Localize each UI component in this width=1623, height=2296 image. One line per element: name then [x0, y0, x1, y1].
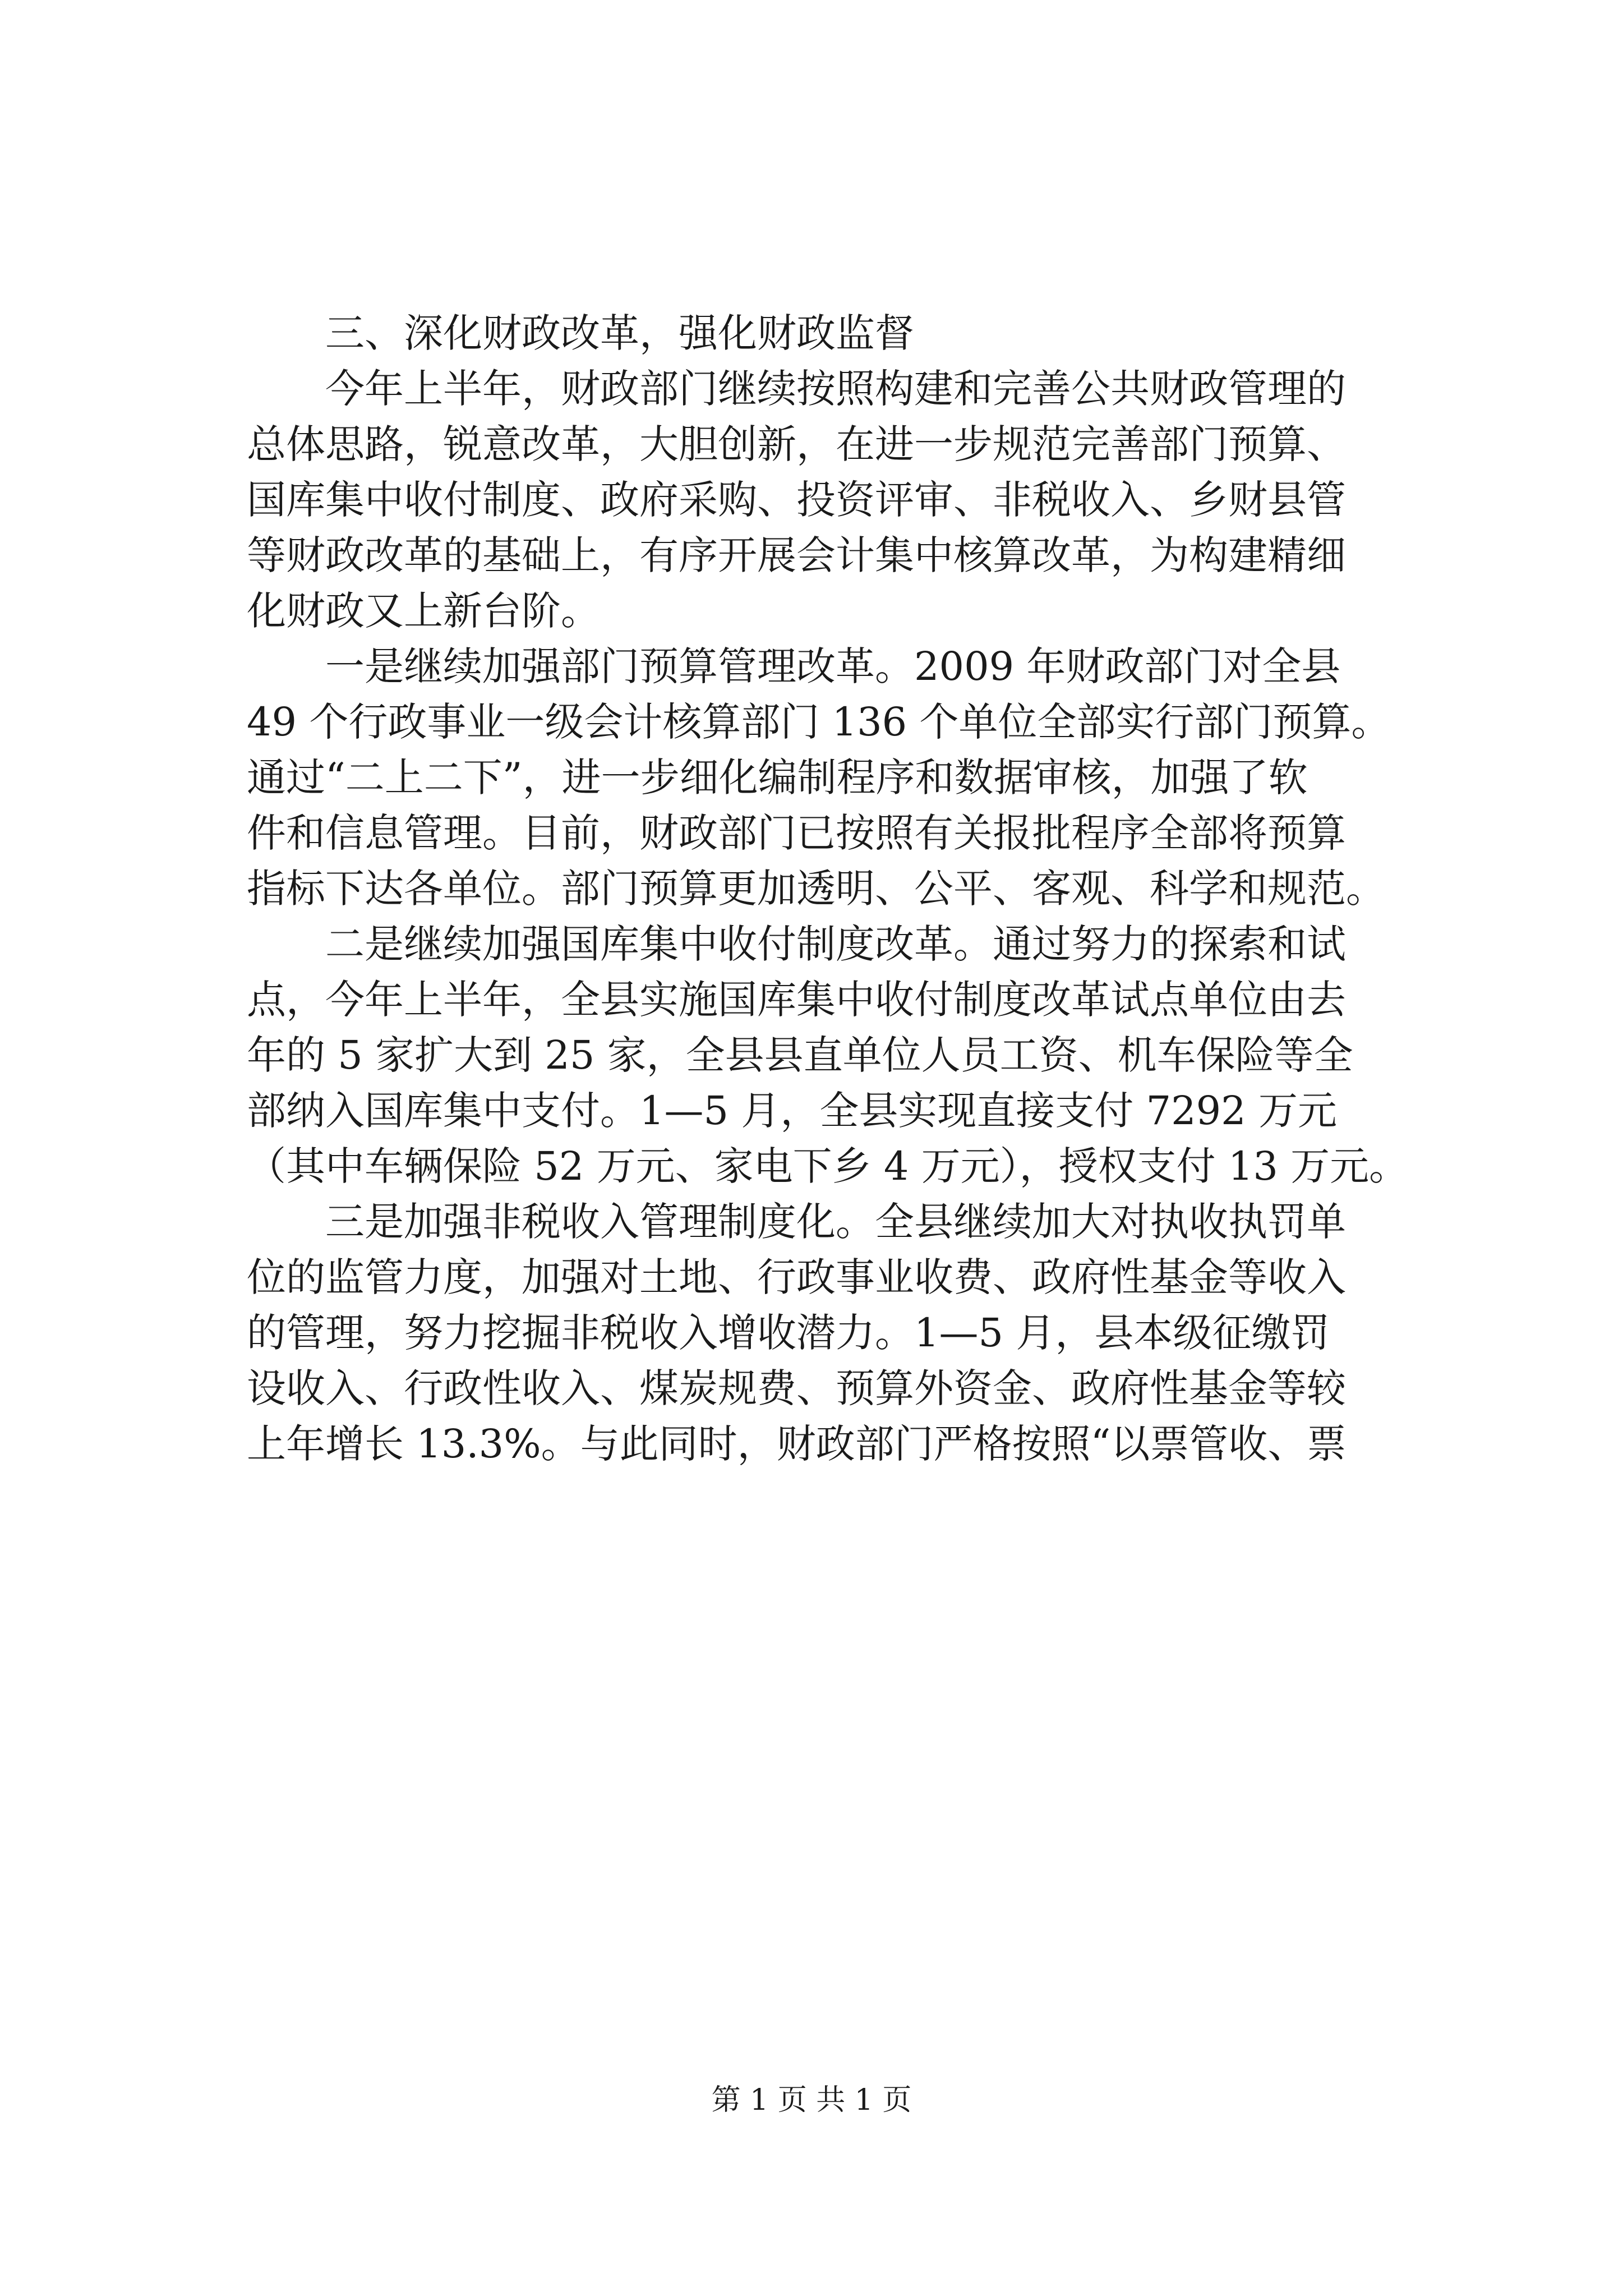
text-line: 的管理，努力挖掘非税收入增收潜力。1—5 月，县本级征缴罚: [247, 1310, 1330, 1356]
text-line: 国库集中收付制度、政府采购、投资评审、非税收入、乡财县管: [247, 477, 1346, 523]
text-line: 49 个行政事业一级会计核算部门 136 个单位全部实行部门预算。: [247, 699, 1391, 745]
text-line: 设收入、行政性收入、煤炭规费、预算外资金、政府性基金等较: [247, 1365, 1346, 1411]
document-body: [247, 306, 1424, 1472]
text-line: 点，今年上半年，全县实施国库集中收付制度改革试点单位由去: [247, 977, 1346, 1023]
text-line: 通过“二上二下”，进一步细化编制程序和数据审核，加强了软: [247, 754, 1308, 800]
text-line: 位的监管力度，加强对土地、行政事业收费、政府性基金等收入: [247, 1254, 1346, 1300]
text-line: 化财政又上新台阶。: [247, 588, 600, 634]
text-line: 指标下达各单位。部门预算更加透明、公平、客观、科学和规范。: [247, 866, 1385, 912]
text-line: （其中车辆保险 52 万元、家电下乡 4 万元），授权支付 13 万元。: [247, 1143, 1409, 1189]
text-line: 上年增长 13.3%。与此同时，财政部门严格按照“以票管收、票: [247, 1421, 1347, 1467]
paragraph: [247, 1194, 1424, 1472]
paragraph: [247, 639, 1424, 917]
text-line: 一是继续加强部门预算管理改革。2009 年财政部门对全县: [325, 643, 1341, 689]
text-line: 部纳入国库集中支付。1—5 月，全县实现直接支付 7292 万元: [247, 1088, 1337, 1134]
text-line: 年的 5 家扩大到 25 家，全县县直单位人员工资、机车保险等全: [247, 1032, 1353, 1078]
text-line: 件和信息管理。目前，财政部门已按照有关报批程序全部将预算: [247, 810, 1346, 856]
paragraph: [247, 361, 1424, 639]
page-footer: [0, 2082, 1623, 2118]
paragraph: [247, 917, 1424, 1194]
text-line: 今年上半年，财政部门继续按照构建和完善公共财政管理的: [325, 366, 1346, 412]
text-line: 三是加强非税收入管理制度化。全县继续加大对执收执罚单: [325, 1199, 1346, 1245]
text-line: 总体思路，锐意改革，大胆创新，在进一步规范完善部门预算、: [247, 421, 1346, 467]
section-heading: 三、深化财政改革，强化财政监督: [325, 310, 914, 356]
text-line: 二是继续加强国库集中收付制度改革。通过努力的探索和试: [325, 921, 1346, 967]
page-number-label: 第 1 页 共 1 页: [711, 2083, 912, 2117]
text-line: 等财政改革的基础上，有序开展会计集中核算改革，为构建精细: [247, 532, 1346, 578]
